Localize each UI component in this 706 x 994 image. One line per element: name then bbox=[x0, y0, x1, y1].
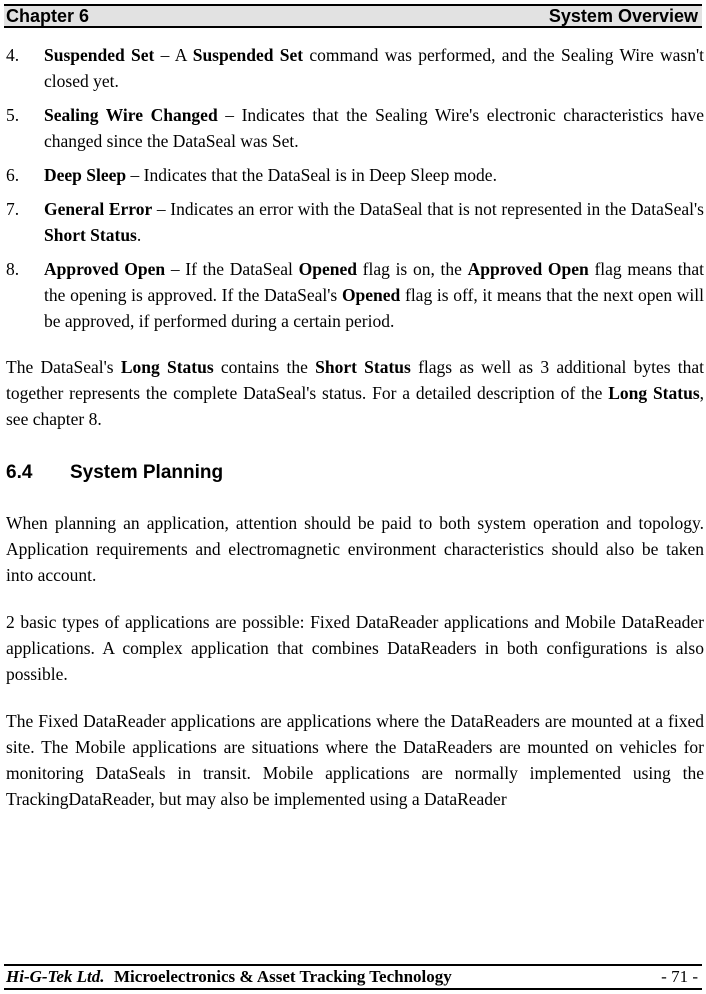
paragraph-text: The DataSeal's bbox=[6, 357, 121, 377]
list-item-term: General Error bbox=[44, 199, 153, 219]
list-item-text: . bbox=[136, 225, 142, 245]
list-item-number: 6. bbox=[6, 165, 20, 185]
list-item-term: Approved Open bbox=[44, 259, 166, 279]
list-item-term: Suspended Set bbox=[44, 45, 155, 65]
section-number: 6.4 bbox=[6, 462, 33, 483]
page-footer bbox=[4, 964, 702, 990]
list-item-bold: Suspended Set bbox=[192, 45, 304, 65]
list-item-number: 7. bbox=[6, 199, 20, 219]
list-item-number: 8. bbox=[6, 259, 20, 279]
list-item bbox=[6, 42, 704, 94]
list-item-text: command was performed, and the Sealing Wire wasn't closed yet. bbox=[44, 45, 704, 91]
section-heading bbox=[6, 460, 704, 486]
list-item-text: – Indicates that the Sealing Wire's electronic characteristics have changed since the DataSeal was Set. bbox=[44, 105, 704, 151]
company-name: Hi-G-Tek Ltd. bbox=[6, 967, 105, 986]
company-tagline: Microelectronics & Asset Tracking Technology bbox=[114, 967, 452, 986]
list-item-bold: Opened bbox=[341, 285, 401, 305]
paragraph-bold: Short Status bbox=[315, 357, 411, 377]
list-item bbox=[6, 196, 704, 248]
list-item bbox=[6, 102, 704, 154]
list-item-text: flag is off, it means that the next open will be approved, if performed during a certain period. bbox=[44, 285, 704, 331]
list-item-text: flag means that the opening is approved. If the DataSeal's bbox=[44, 259, 705, 305]
long-status-paragraph bbox=[6, 354, 704, 432]
paragraph-text: , see chapter 8. bbox=[6, 383, 705, 429]
page-number: - 71 - bbox=[661, 967, 698, 986]
list-item-bold: Approved Open bbox=[467, 259, 589, 279]
list-item-term: Deep Sleep bbox=[44, 165, 127, 185]
list-item bbox=[6, 256, 704, 334]
paragraph-bold: Long Status bbox=[608, 383, 700, 403]
list-item-bold: Short Status bbox=[44, 225, 137, 245]
section-label: System Overview bbox=[548, 6, 698, 26]
paragraph-text: contains the bbox=[213, 357, 316, 377]
page-body bbox=[6, 42, 704, 833]
list-item-number: 4. bbox=[6, 45, 20, 65]
paragraph-bold: Long Status bbox=[120, 357, 214, 377]
body-paragraph: 2 basic types of applications are possible: Fixed DataReader applications and Mobile DataReader applications. A complex application that combines DataReaders in both configurations is also possible. bbox=[6, 612, 704, 684]
list-item-bold: Opened bbox=[298, 259, 357, 279]
list-item bbox=[6, 162, 704, 188]
body-paragraph: When planning an application, attention should be paid to both system operation and topology. Application requirements and electromagnetic environment characteristics should also be taken into account. bbox=[6, 513, 704, 585]
list-item-text: – If the DataSeal bbox=[165, 259, 299, 279]
chapter-label: Chapter 6 bbox=[6, 6, 90, 26]
section-title: System Planning bbox=[70, 462, 224, 483]
list-item-text: flag is on, the bbox=[356, 259, 468, 279]
list-item-number: 5. bbox=[6, 105, 20, 125]
body-paragraph: The Fixed DataReader applications are applications where the DataReaders are mounted at a fixed site. The Mobile applications are situations where the DataReaders are mounted on vehicles for monitoring DataSeals in transit. Mobile applications are normally implemented using the TrackingDataReader, but may also be implemented using a DataReader bbox=[6, 711, 704, 809]
page-header bbox=[4, 4, 702, 28]
list-item-term: Sealing Wire Changed bbox=[44, 105, 218, 125]
list-item-text: – A bbox=[154, 45, 193, 65]
list-item-text: – Indicates an error with the DataSeal that is not represented in the DataSeal's bbox=[152, 199, 704, 219]
paragraph-text: flags as well as 3 additional bytes that together represents the complete DataSeal's status. For a detailed description of the bbox=[6, 357, 705, 403]
list-item-text: – Indicates that the DataSeal is in Deep Sleep mode. bbox=[126, 165, 497, 185]
